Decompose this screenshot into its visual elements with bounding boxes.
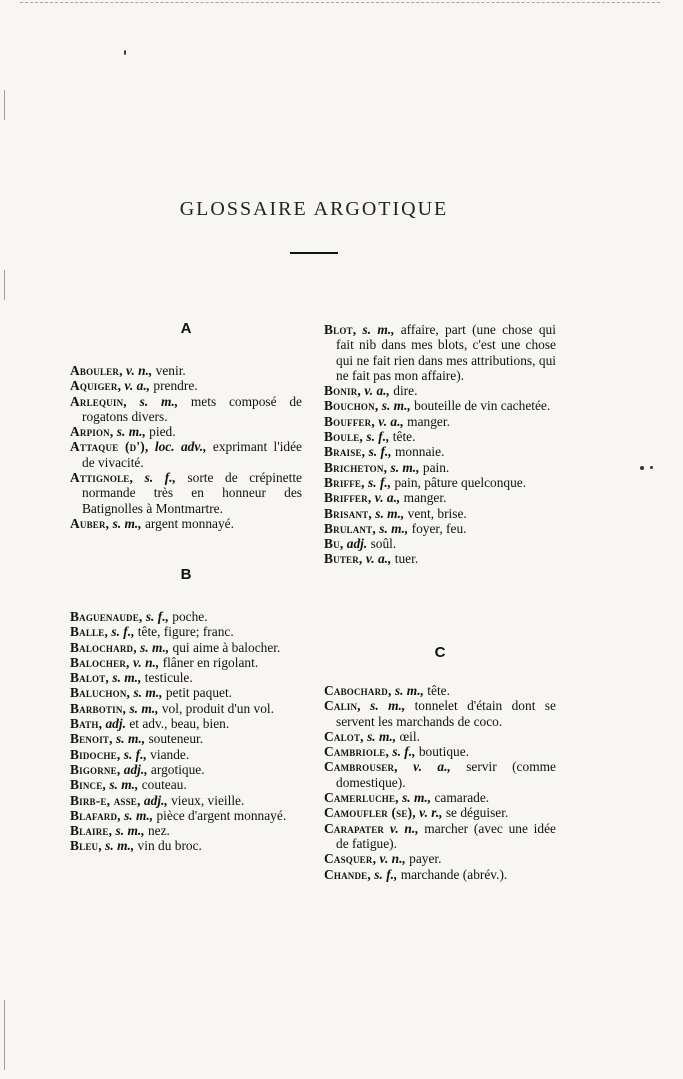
- entry-grammar: s. f.,: [144, 470, 176, 486]
- glossary-entry: [324, 759, 556, 790]
- entry-grammar: v. n.,: [379, 851, 406, 867]
- section-letter-b: B: [180, 566, 192, 583]
- entry-headword: Chande,: [324, 866, 371, 882]
- entry-grammar: s. f.,: [368, 474, 392, 490]
- entry-definition: poche.: [172, 609, 208, 624]
- entry-definition: souteneur.: [148, 731, 204, 747]
- entry-definition: dire.: [393, 383, 418, 399]
- entry-grammar: s. f.,: [111, 624, 135, 640]
- entry-definition: testicule.: [144, 670, 193, 686]
- ink-speck: [650, 466, 653, 469]
- entry-headword: Blaire,: [70, 823, 113, 839]
- entry-definition: tonnelet d'étain dont se servent les marchands de coco.: [336, 698, 556, 729]
- entry-headword: Cabochard,: [324, 683, 392, 698]
- glossary-entry: [70, 655, 302, 670]
- entry-grammar: v. a.,: [378, 413, 404, 429]
- entry-grammar: v. a.,: [124, 378, 151, 394]
- entry-headword: Balle,: [70, 624, 108, 640]
- entry-grammar: s. m.,: [370, 698, 406, 714]
- glossary-entry: [70, 838, 302, 853]
- entry-headword: Birb-e, asse,: [70, 792, 141, 808]
- glossary-entry: [70, 701, 302, 716]
- ink-speck: [124, 50, 126, 55]
- margin-mark: [4, 270, 5, 300]
- entry-headword: Abouler,: [70, 363, 123, 378]
- ink-speck: [640, 466, 644, 470]
- top-edge-noise: [20, 2, 660, 9]
- entry-grammar: s. m.,: [140, 639, 170, 655]
- entry-grammar: s. m.,: [105, 838, 135, 854]
- entry-grammar: s. f.,: [123, 746, 147, 762]
- glossary-entry: [70, 685, 302, 700]
- glossary-entry: [324, 460, 556, 475]
- entry-grammar: s. m.,: [112, 670, 142, 686]
- entry-definition: payer.: [409, 851, 442, 867]
- glossary-entry: [70, 762, 302, 777]
- glossary-entry: [324, 383, 556, 398]
- glossary-entry: [70, 747, 302, 762]
- entry-grammar: s. m.,: [109, 777, 139, 793]
- entry-headword: Camoufler (se),: [324, 805, 416, 821]
- entry-headword: Auber,: [70, 515, 110, 531]
- entry-definition: mets composé de rogatons divers.: [82, 393, 302, 424]
- entry-grammar: s. f.,: [145, 609, 169, 624]
- entry-definition: affaire, part (une chose qui fait nib dans mes blots, c'est une chose qui ne fait rien dans mes attributions, qui ne fait pas mon affaire).: [336, 322, 556, 383]
- entry-grammar: s. m.,: [124, 807, 154, 823]
- entry-headword: Barbotin,: [70, 700, 127, 716]
- title-rule: [290, 252, 338, 254]
- entry-headword: Baguenaude,: [70, 609, 143, 624]
- entry-definition: sorte de crépinette normande très en honneur des Batignolles à Montmartre.: [82, 470, 302, 516]
- entry-headword: Bath,: [70, 716, 103, 732]
- entry-grammar: v. a.,: [364, 383, 390, 399]
- entry-headword: Briffer,: [324, 490, 372, 506]
- entry-grammar: s. f.,: [374, 866, 398, 882]
- glossary-entry: [324, 729, 556, 744]
- section-a-entries: [70, 363, 302, 531]
- entry-headword: Balot,: [70, 670, 109, 686]
- entry-definition: vieux, vieille.: [171, 792, 245, 808]
- section-b-continued-entries: [324, 322, 556, 567]
- entry-grammar: adj.,: [123, 761, 148, 777]
- entry-definition: qui aime à balocher.: [172, 639, 281, 655]
- glossary-entry: [70, 670, 302, 685]
- glossary-entry: [70, 624, 302, 639]
- entry-headword: Balochard,: [70, 639, 137, 655]
- entry-headword: Cambrouser,: [324, 759, 398, 775]
- glossary-entry: [324, 444, 556, 459]
- entry-definition: vent, brise.: [407, 505, 467, 521]
- entry-grammar: s. m.,: [381, 398, 411, 414]
- entry-definition: manger.: [407, 413, 450, 429]
- glossary-entry: [324, 551, 556, 566]
- glossary-entry: [324, 506, 556, 521]
- glossary-entry: [324, 821, 556, 852]
- entry-definition: pain, pâture quelconque.: [394, 474, 527, 490]
- page-title: GLOSSAIRE ARGOTIQUE: [179, 198, 449, 220]
- glossary-entry: [70, 424, 302, 439]
- entry-headword: Baluchon,: [70, 685, 131, 701]
- entry-definition: et adv., beau, bien.: [129, 716, 230, 732]
- entry-grammar: v. n.,: [126, 363, 153, 378]
- glossary-entry: [324, 398, 556, 413]
- entry-grammar: v. n.,: [132, 654, 160, 670]
- entry-headword: Blafard,: [70, 807, 121, 823]
- entry-headword: Braise,: [324, 444, 366, 460]
- entry-definition: tête.: [392, 429, 416, 445]
- glossary-entry: [70, 363, 302, 378]
- section-b-entries: [70, 609, 302, 854]
- glossary-entry: [324, 490, 556, 505]
- glossary-entry: [324, 414, 556, 429]
- entry-headword: Cambriole,: [324, 744, 390, 760]
- glossary-entry: [70, 716, 302, 731]
- entry-headword: Casquer,: [324, 851, 377, 867]
- glossary-entry: [70, 439, 302, 470]
- entry-headword: Briffe,: [324, 474, 365, 490]
- entry-headword: Calot,: [324, 728, 364, 744]
- entry-headword: Attaque (d'),: [70, 439, 149, 455]
- glossary-entry: [70, 777, 302, 792]
- entry-definition: vol, produit d'un vol.: [161, 700, 274, 716]
- entry-definition: tuer.: [394, 551, 419, 567]
- entry-definition: vin du broc.: [137, 838, 202, 854]
- entry-headword: Brisant,: [324, 505, 372, 521]
- entry-definition: monnaie.: [394, 444, 445, 460]
- glossary-entry: [324, 867, 556, 882]
- entry-headword: Buter,: [324, 551, 363, 567]
- entry-headword: Bouffer,: [324, 413, 375, 429]
- entry-headword: Benoit,: [70, 731, 113, 747]
- entry-headword: Balocher,: [70, 654, 130, 670]
- entry-headword: Boule,: [324, 429, 363, 445]
- glossary-entry: [70, 808, 302, 823]
- glossary-entry: [324, 536, 556, 551]
- entry-headword: Attignole,: [70, 470, 134, 486]
- glossary-entry: [70, 793, 302, 808]
- entry-definition: nez.: [147, 823, 170, 839]
- entry-definition: marchande (abrév.).: [400, 866, 508, 882]
- entry-definition: argent monnayé.: [144, 515, 234, 531]
- glossary-entry: [70, 394, 302, 425]
- entry-definition: flâner en rigolant.: [162, 654, 259, 670]
- entry-headword: Arpion,: [70, 424, 114, 440]
- entry-headword: Blot,: [324, 322, 357, 337]
- entry-grammar: s. m.,: [390, 459, 420, 475]
- entry-grammar: v. r.,: [419, 805, 443, 821]
- glossary-entry: [324, 790, 556, 805]
- entry-grammar: s. m.,: [129, 700, 159, 716]
- entry-definition: prendre.: [153, 378, 198, 394]
- entry-definition: foyer, feu.: [411, 520, 467, 536]
- entry-grammar: s. m.,: [362, 322, 395, 337]
- glossary-entry: [324, 521, 556, 536]
- entry-grammar: s. f.,: [366, 429, 390, 445]
- entry-grammar: s. m.,: [375, 505, 405, 521]
- glossary-entry: [324, 475, 556, 490]
- entry-headword: Carapater: [324, 820, 385, 836]
- glossary-entry: [70, 823, 302, 838]
- entry-definition: exprimant l'idée de vivacité.: [82, 439, 302, 470]
- entry-headword: Arlequin,: [70, 393, 127, 409]
- entry-headword: Bince,: [70, 777, 106, 793]
- entry-grammar: s. m.,: [116, 424, 146, 440]
- entry-definition: manger.: [403, 490, 447, 506]
- glossary-entry: [70, 470, 302, 516]
- entry-headword: Bu,: [324, 536, 344, 552]
- entry-definition: œil.: [399, 728, 420, 744]
- entry-grammar: adj.: [105, 716, 126, 732]
- entry-headword: Bouchon,: [324, 398, 379, 414]
- glossary-entry: [324, 851, 556, 866]
- entry-grammar: s. m.,: [402, 790, 432, 806]
- entry-grammar: s. m.,: [367, 728, 397, 744]
- entry-definition: argotique.: [150, 761, 205, 777]
- section-letter-c: C: [434, 644, 446, 661]
- entry-grammar: s. m.,: [133, 685, 163, 701]
- entry-grammar: adj.: [346, 536, 368, 552]
- entry-definition: servir (comme domestique).: [336, 759, 556, 790]
- glossary-entry: [70, 609, 302, 624]
- entry-headword: Bleu,: [70, 838, 102, 854]
- entry-definition: venir.: [155, 363, 186, 378]
- entry-definition: marcher (avec une idée de fatigue).: [336, 820, 556, 851]
- entry-definition: bouteille de vin cachetée.: [414, 398, 551, 414]
- entry-definition: tête, figure; franc.: [137, 624, 234, 640]
- entry-grammar: s. m.,: [394, 683, 424, 698]
- glossary-entry: [324, 683, 556, 698]
- section-c-entries: [324, 683, 556, 882]
- glossary-entry: [324, 805, 556, 820]
- entry-headword: Calin,: [324, 698, 361, 714]
- entry-definition: pied.: [149, 424, 176, 440]
- entry-grammar: v. n.,: [389, 820, 419, 836]
- entry-headword: Bidoche,: [70, 746, 121, 762]
- entry-headword: Bricheton,: [324, 459, 388, 475]
- glossary-entry: [70, 378, 302, 393]
- entry-definition: viande.: [150, 746, 190, 762]
- entry-definition: soûl.: [370, 536, 397, 552]
- glossary-entry: [70, 640, 302, 655]
- margin-mark: [4, 1000, 5, 1070]
- entry-grammar: v. a.,: [365, 551, 392, 567]
- entry-definition: se déguiser.: [445, 805, 509, 821]
- entry-definition: boutique.: [418, 744, 470, 760]
- glossary-entry: [70, 731, 302, 746]
- section-letter-a: A: [180, 320, 192, 337]
- entry-definition: tête.: [427, 683, 450, 698]
- glossary-entry: [324, 322, 556, 383]
- entry-definition: couteau.: [141, 777, 187, 793]
- entry-grammar: s. m.,: [379, 520, 409, 536]
- entry-grammar: s. f.,: [392, 744, 416, 760]
- glossary-entry: [324, 744, 556, 759]
- entry-definition: petit paquet.: [165, 685, 233, 701]
- glossary-entry: [324, 698, 556, 729]
- entry-headword: Aquiger,: [70, 378, 122, 394]
- glossary-entry: [70, 516, 302, 531]
- entry-definition: camarade.: [434, 790, 490, 806]
- margin-mark: [4, 90, 5, 120]
- entry-grammar: s. m.,: [112, 515, 142, 531]
- entry-grammar: loc. adv.,: [154, 439, 207, 455]
- entry-headword: Camerluche,: [324, 790, 399, 806]
- entry-definition: pain.: [422, 459, 450, 475]
- entry-grammar: v. a.,: [374, 490, 401, 506]
- entry-grammar: s. m.,: [115, 823, 145, 839]
- entry-grammar: s. m.,: [139, 393, 179, 409]
- entry-grammar: v. a.,: [413, 759, 451, 775]
- entry-grammar: s. f.,: [368, 444, 392, 460]
- entry-definition: pièce d'argent monnayé.: [156, 807, 287, 823]
- entry-grammar: adj.,: [143, 792, 168, 808]
- entry-grammar: s. m.,: [116, 731, 146, 747]
- entry-headword: Bigorne,: [70, 761, 121, 777]
- glossary-entry: [324, 429, 556, 444]
- entry-headword: Brulant,: [324, 520, 376, 536]
- entry-headword: Bonir,: [324, 383, 361, 399]
